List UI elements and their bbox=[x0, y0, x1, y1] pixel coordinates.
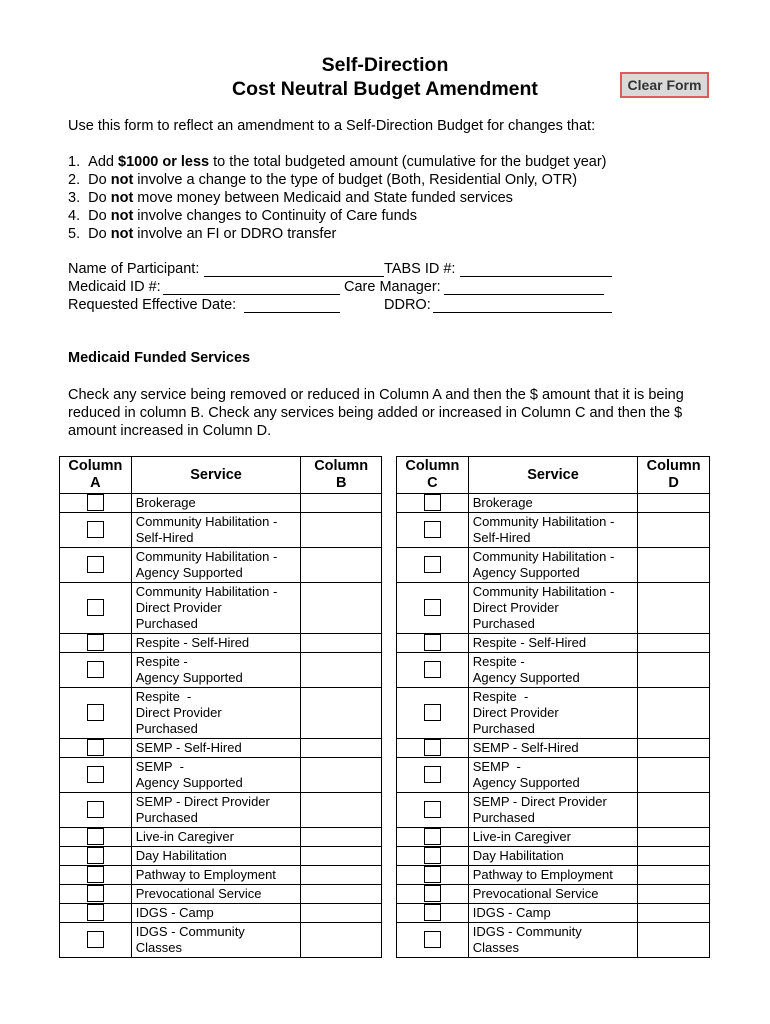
care-manager-label: Care Manager: bbox=[344, 279, 441, 295]
amount-reduced-cell[interactable] bbox=[301, 847, 382, 866]
table-row bbox=[397, 828, 710, 847]
amount-increased-cell[interactable] bbox=[638, 583, 710, 634]
service-name: IDGS - Community Classes bbox=[131, 923, 301, 958]
service-checkbox[interactable] bbox=[424, 739, 441, 756]
service-name: Respite - Agency Supported bbox=[131, 653, 301, 688]
amount-increased-cell[interactable] bbox=[638, 923, 710, 958]
effective-date-field[interactable] bbox=[244, 298, 340, 313]
service-checkbox[interactable] bbox=[424, 904, 441, 921]
effective-date-label: Requested Effective Date: bbox=[68, 297, 237, 313]
service-name: Community Habilitation - Agency Supported bbox=[131, 548, 301, 583]
service-name: SEMP - Direct Provider Purchased bbox=[131, 793, 301, 828]
amount-reduced-cell[interactable] bbox=[301, 583, 382, 634]
amount-increased-cell[interactable] bbox=[638, 739, 710, 758]
table-row bbox=[60, 866, 382, 885]
amount-reduced-cell[interactable] bbox=[301, 513, 382, 548]
table-row bbox=[60, 548, 382, 583]
table-row bbox=[397, 513, 710, 548]
service-checkbox[interactable] bbox=[87, 494, 104, 511]
table-row bbox=[397, 634, 710, 653]
table-row bbox=[397, 494, 710, 513]
service-checkbox[interactable] bbox=[87, 556, 104, 573]
service-name: IDGS - Community Classes bbox=[468, 923, 638, 958]
service-checkbox[interactable] bbox=[87, 847, 104, 864]
amount-reduced-cell[interactable] bbox=[301, 885, 382, 904]
amount-increased-cell[interactable] bbox=[638, 866, 710, 885]
table-row bbox=[397, 904, 710, 923]
service-name: SEMP - Self-Hired bbox=[468, 739, 638, 758]
ddro-label: DDRO: bbox=[384, 297, 431, 313]
form-title-line2: Cost Neutral Budget Amendment bbox=[232, 78, 538, 100]
service-name: Prevocational Service bbox=[468, 885, 638, 904]
condition-item: 1. Add $1000 or less to the total budgeted amount (cumulative for the budget year) bbox=[68, 154, 607, 170]
service-name: Community Habilitation - Agency Supported bbox=[468, 548, 638, 583]
service-checkbox[interactable] bbox=[87, 801, 104, 818]
table-row bbox=[397, 653, 710, 688]
tabs-id-label: TABS ID #: bbox=[384, 261, 456, 277]
service-checkbox[interactable] bbox=[424, 866, 441, 883]
service-name: Respite - Direct Provider Purchased bbox=[131, 688, 301, 739]
amount-increased-cell[interactable] bbox=[638, 885, 710, 904]
table-row bbox=[60, 688, 382, 739]
amount-increased-cell[interactable] bbox=[638, 688, 710, 739]
column-b-header: Column B bbox=[301, 457, 382, 494]
service-name: SEMP - Direct Provider Purchased bbox=[468, 793, 638, 828]
amount-reduced-cell[interactable] bbox=[301, 793, 382, 828]
amount-reduced-cell[interactable] bbox=[301, 739, 382, 758]
service-name: Respite - Direct Provider Purchased bbox=[468, 688, 638, 739]
service-checkbox[interactable] bbox=[424, 847, 441, 864]
service-name: Brokerage bbox=[468, 494, 638, 513]
amount-increased-cell[interactable] bbox=[638, 494, 710, 513]
service-name: IDGS - Camp bbox=[131, 904, 301, 923]
amount-reduced-cell[interactable] bbox=[301, 923, 382, 958]
service-checkbox[interactable] bbox=[87, 885, 104, 902]
table-row bbox=[60, 847, 382, 866]
participant-name-field[interactable] bbox=[204, 262, 384, 277]
table-row bbox=[60, 513, 382, 548]
amount-increased-cell[interactable] bbox=[638, 847, 710, 866]
service-checkbox[interactable] bbox=[424, 885, 441, 902]
table-row bbox=[397, 885, 710, 904]
table-row bbox=[397, 548, 710, 583]
section-heading: Medicaid Funded Services bbox=[68, 350, 251, 366]
column-d-header: Column D bbox=[638, 457, 710, 494]
medicaid-id-label: Medicaid ID #: bbox=[68, 279, 161, 295]
table-row bbox=[60, 634, 382, 653]
service-name: Community Habilitation - Self-Hired bbox=[131, 513, 301, 548]
service-checkbox[interactable] bbox=[424, 521, 441, 538]
service-checkbox[interactable] bbox=[87, 661, 104, 678]
amount-reduced-cell[interactable] bbox=[301, 688, 382, 739]
amount-increased-cell[interactable] bbox=[638, 758, 710, 793]
service-name: Community Habilitation - Direct Provider Purchased bbox=[131, 583, 301, 634]
service-name: Pathway to Employment bbox=[468, 866, 638, 885]
amount-increased-cell[interactable] bbox=[638, 904, 710, 923]
service-name: Brokerage bbox=[131, 494, 301, 513]
amount-reduced-cell[interactable] bbox=[301, 494, 382, 513]
amount-reduced-cell[interactable] bbox=[301, 653, 382, 688]
amount-increased-cell[interactable] bbox=[638, 653, 710, 688]
service-name: Respite - Self-Hired bbox=[468, 634, 638, 653]
service-name: IDGS - Camp bbox=[468, 904, 638, 923]
column-a-header: Column A bbox=[60, 457, 132, 494]
amount-reduced-cell[interactable] bbox=[301, 634, 382, 653]
service-header: Service bbox=[468, 457, 638, 494]
service-checkbox[interactable] bbox=[87, 634, 104, 651]
service-checkbox[interactable] bbox=[424, 766, 441, 783]
service-checkbox[interactable] bbox=[87, 766, 104, 783]
service-checkbox[interactable] bbox=[424, 599, 441, 616]
service-checkbox[interactable] bbox=[424, 634, 441, 651]
service-checkbox[interactable] bbox=[424, 931, 441, 948]
service-checkbox[interactable] bbox=[87, 866, 104, 883]
condition-item: 2. Do not involve a change to the type of budget (Both, Residential Only, OTR) bbox=[68, 172, 578, 188]
service-checkbox[interactable] bbox=[424, 556, 441, 573]
instructions-text: Check any service being removed or reduced in Column A and then the $ amount that it is being reduced in column B. Check any services being added or increased in Column C and then the $ amount increased in Column D. bbox=[68, 387, 684, 439]
services-table-added bbox=[396, 456, 710, 958]
amount-increased-cell[interactable] bbox=[638, 793, 710, 828]
table-row bbox=[397, 793, 710, 828]
amount-reduced-cell[interactable] bbox=[301, 758, 382, 793]
clear-form-button[interactable]: Clear Form bbox=[620, 72, 709, 98]
service-name: SEMP - Self-Hired bbox=[131, 739, 301, 758]
service-checkbox[interactable] bbox=[424, 828, 441, 845]
table-row bbox=[60, 793, 382, 828]
table-row bbox=[60, 494, 382, 513]
table-row bbox=[397, 739, 710, 758]
service-name: Day Habilitation bbox=[468, 847, 638, 866]
amount-increased-cell[interactable] bbox=[638, 634, 710, 653]
table-row bbox=[397, 583, 710, 634]
service-checkbox[interactable] bbox=[424, 801, 441, 818]
table-row bbox=[60, 885, 382, 904]
service-name: SEMP - Agency Supported bbox=[131, 758, 301, 793]
service-name: Live-in Caregiver bbox=[131, 828, 301, 847]
service-name: Respite - Self-Hired bbox=[131, 634, 301, 653]
service-checkbox[interactable] bbox=[424, 661, 441, 678]
table-row bbox=[60, 923, 382, 958]
table-row bbox=[60, 583, 382, 634]
condition-item: 4. Do not involve changes to Continuity of Care funds bbox=[68, 208, 418, 224]
amount-increased-cell[interactable] bbox=[638, 513, 710, 548]
service-name: SEMP - Agency Supported bbox=[468, 758, 638, 793]
table-row bbox=[60, 828, 382, 847]
amount-reduced-cell[interactable] bbox=[301, 866, 382, 885]
service-checkbox[interactable] bbox=[424, 704, 441, 721]
service-name: Community Habilitation - Self-Hired bbox=[468, 513, 638, 548]
medicaid-id-field[interactable] bbox=[163, 280, 340, 295]
condition-item: 3. Do not move money between Medicaid and State funded services bbox=[68, 190, 513, 206]
condition-item: 5. Do not involve an FI or DDRO transfer bbox=[68, 226, 337, 242]
table-row bbox=[397, 866, 710, 885]
service-name: Prevocational Service bbox=[131, 885, 301, 904]
amount-reduced-cell[interactable] bbox=[301, 828, 382, 847]
service-checkbox[interactable] bbox=[87, 704, 104, 721]
service-name: Day Habilitation bbox=[131, 847, 301, 866]
service-checkbox[interactable] bbox=[87, 828, 104, 845]
service-checkbox[interactable] bbox=[87, 521, 104, 538]
table-row bbox=[60, 653, 382, 688]
service-header: Service bbox=[131, 457, 301, 494]
service-name: Pathway to Employment bbox=[131, 866, 301, 885]
service-checkbox[interactable] bbox=[424, 494, 441, 511]
tabs-id-field[interactable] bbox=[460, 262, 612, 277]
ddro-field[interactable] bbox=[433, 298, 612, 313]
table-row bbox=[397, 923, 710, 958]
table-row bbox=[397, 688, 710, 739]
service-checkbox[interactable] bbox=[87, 739, 104, 756]
table-row bbox=[60, 758, 382, 793]
service-name: Live-in Caregiver bbox=[468, 828, 638, 847]
amount-increased-cell[interactable] bbox=[638, 828, 710, 847]
care-manager-field[interactable] bbox=[444, 280, 604, 295]
service-checkbox[interactable] bbox=[87, 931, 104, 948]
table-row bbox=[60, 904, 382, 923]
amount-reduced-cell[interactable] bbox=[301, 904, 382, 923]
service-checkbox[interactable] bbox=[87, 904, 104, 921]
participant-name-label: Name of Participant: bbox=[68, 261, 200, 277]
table-row bbox=[397, 847, 710, 866]
table-row bbox=[60, 739, 382, 758]
table-row bbox=[397, 758, 710, 793]
column-c-header: Column C bbox=[397, 457, 469, 494]
amount-reduced-cell[interactable] bbox=[301, 548, 382, 583]
service-name: Respite - Agency Supported bbox=[468, 653, 638, 688]
amount-increased-cell[interactable] bbox=[638, 548, 710, 583]
services-table-removed bbox=[59, 456, 382, 958]
service-name: Community Habilitation - Direct Provider Purchased bbox=[468, 583, 638, 634]
intro-text: Use this form to reflect an amendment to a Self-Direction Budget for changes that: bbox=[68, 118, 596, 134]
form-title-line1: Self-Direction bbox=[321, 54, 449, 76]
service-checkbox[interactable] bbox=[87, 599, 104, 616]
